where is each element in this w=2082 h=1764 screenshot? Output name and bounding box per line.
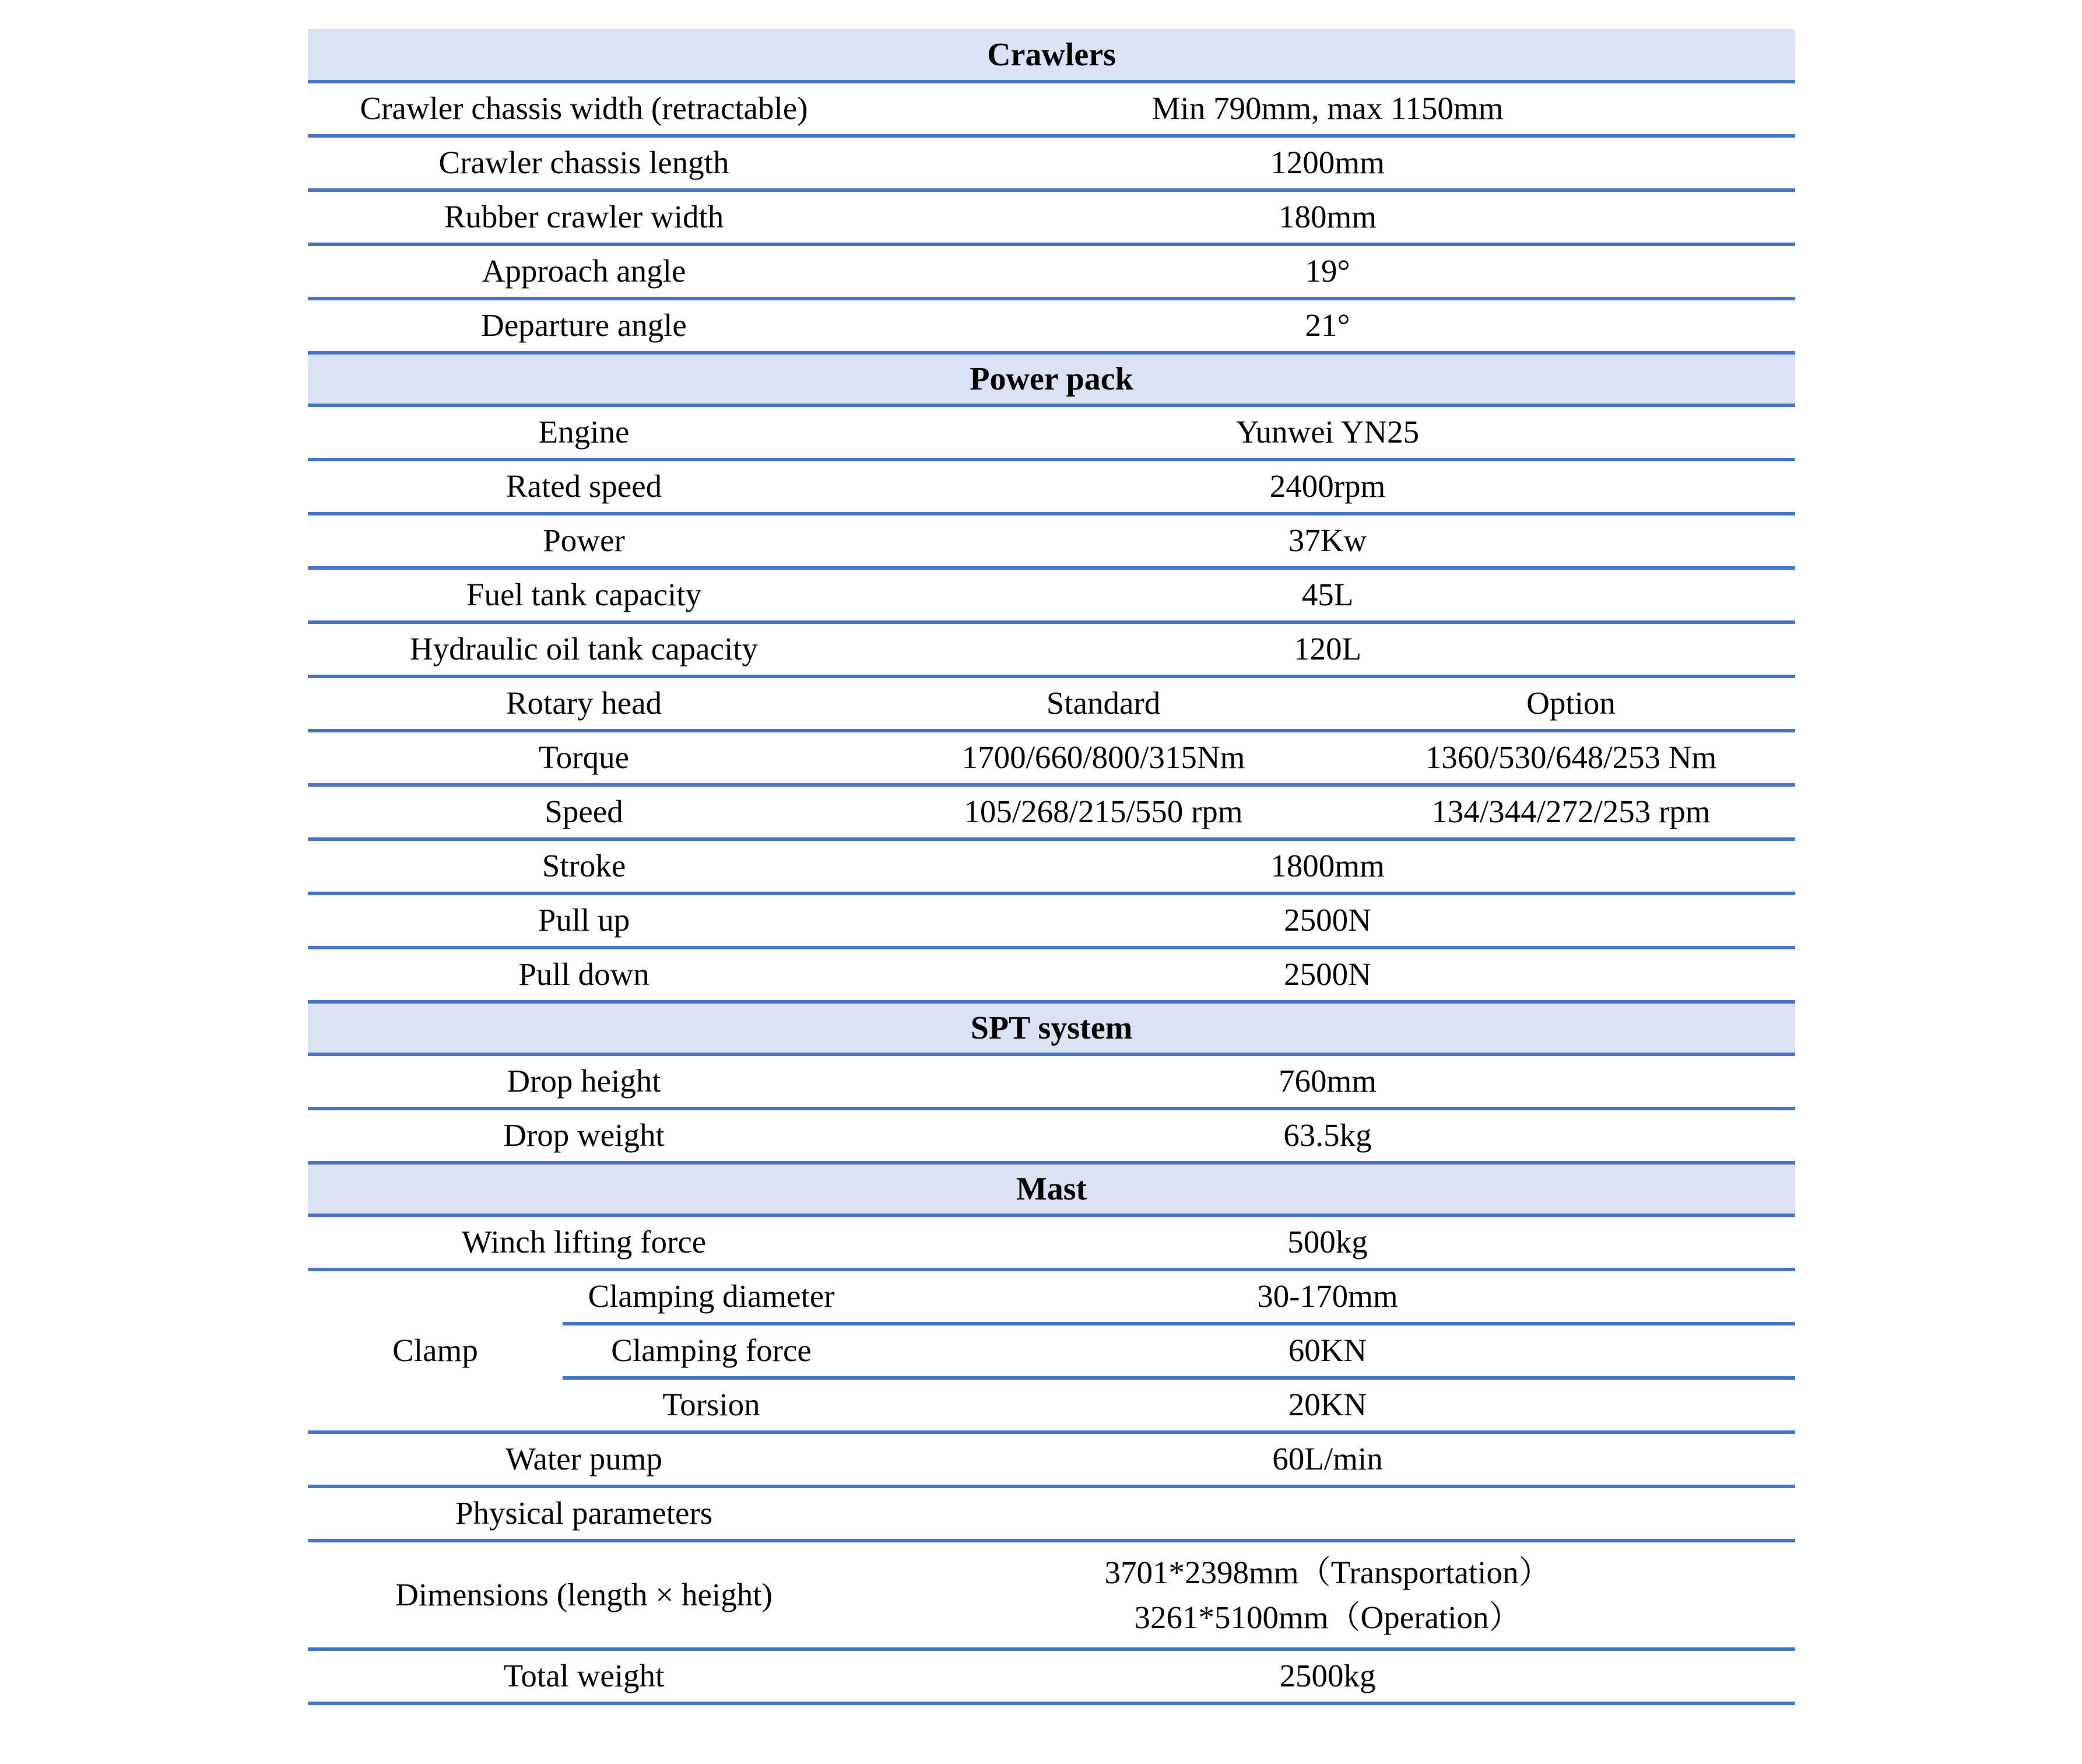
spec-value-standard: 1700/660/800/315Nm: [860, 731, 1347, 785]
spec-label: Fuel tank capacity: [308, 568, 860, 622]
spec-label: Water pump: [308, 1432, 860, 1486]
spec-label: Dimensions (length × height): [308, 1541, 860, 1649]
spec-label: Drop height: [308, 1054, 860, 1109]
table-row: [308, 190, 1795, 244]
dimensions-transportation: 3701*2398mm（Transportation）: [1104, 1555, 1551, 1590]
spec-label: Stroke: [308, 839, 860, 893]
spec-label: Rubber crawler width: [308, 190, 860, 244]
column-header-option: Option: [1347, 676, 1795, 731]
section-header-mast: [308, 1163, 1795, 1215]
dimensions-operation: 3261*5100mm（Operation）: [1134, 1600, 1521, 1635]
spec-label: Total weight: [308, 1649, 860, 1703]
spec-value: 60KN: [860, 1324, 1795, 1378]
section-title: Mast: [308, 1163, 1795, 1215]
section-title: Power pack: [308, 353, 1795, 405]
spec-value: 63.5kg: [860, 1109, 1795, 1163]
spec-value-option: 1360/530/648/253 Nm: [1347, 731, 1795, 785]
spec-label: Physical parameters: [308, 1486, 860, 1541]
spec-label: Winch lifting force: [308, 1215, 860, 1269]
spec-value-dimensions: [860, 1541, 1795, 1649]
spec-label: Pull up: [308, 893, 860, 948]
table-row: [308, 568, 1795, 622]
spec-label: Pull down: [308, 948, 860, 1002]
table-row: [308, 948, 1795, 1002]
spec-sublabel: Clamping force: [563, 1324, 860, 1378]
table-row: [308, 1432, 1795, 1486]
spec-label: Drop weight: [308, 1109, 860, 1163]
table-row: [308, 460, 1795, 514]
spec-value: Yunwei YN25: [860, 405, 1795, 460]
spec-value-standard: 105/268/215/550 rpm: [860, 785, 1347, 839]
spec-label: Rotary head: [308, 676, 860, 731]
spec-value: 60L/min: [860, 1432, 1795, 1486]
table-row: [308, 405, 1795, 460]
spec-value: 21°: [860, 299, 1795, 353]
spec-value: 37Kw: [860, 514, 1795, 568]
table-row: [308, 1109, 1795, 1163]
section-title: Crawlers: [308, 29, 1795, 82]
table-row-speed: [308, 785, 1795, 839]
spec-value: 45L: [860, 568, 1795, 622]
spec-label: Crawler chassis width (retractable): [308, 82, 860, 136]
spec-label: Speed: [308, 785, 860, 839]
section-header-power-pack: [308, 353, 1795, 405]
spec-value: 30-170mm: [860, 1269, 1795, 1324]
spec-value: 2500N: [860, 948, 1795, 1002]
section-title: SPT system: [308, 1002, 1795, 1054]
spec-value: 20KN: [860, 1378, 1795, 1432]
spec-sublabel: Torsion: [563, 1378, 860, 1432]
table-row: [308, 622, 1795, 676]
column-header-standard: Standard: [860, 676, 1347, 731]
table-row-torque: [308, 731, 1795, 785]
table-row: [308, 1215, 1795, 1269]
spec-value-empty: [860, 1486, 1795, 1541]
spec-label: Departure angle: [308, 299, 860, 353]
spec-label: Power: [308, 514, 860, 568]
spec-value: 2500N: [860, 893, 1795, 948]
spec-label: Hydraulic oil tank capacity: [308, 622, 860, 676]
table-row: [308, 136, 1795, 190]
table-row-clamp-diameter: [308, 1269, 1795, 1324]
table-row: [308, 1054, 1795, 1109]
spec-value-option: 134/344/272/253 rpm: [1347, 785, 1795, 839]
spec-label: Rated speed: [308, 460, 860, 514]
table-row: [308, 1649, 1795, 1703]
table-row-dimensions: [308, 1541, 1795, 1649]
spec-value: 760mm: [860, 1054, 1795, 1109]
spec-label: Approach angle: [308, 244, 860, 299]
spec-value: 2400rpm: [860, 460, 1795, 514]
table-row-physical-parameters: [308, 1486, 1795, 1541]
spec-value: 1800mm: [860, 839, 1795, 893]
section-header-spt-system: [308, 1002, 1795, 1054]
spec-value: 1200mm: [860, 136, 1795, 190]
table-row: [308, 244, 1795, 299]
spec-table: [308, 29, 1795, 1705]
table-row: [308, 299, 1795, 353]
spec-sublabel: Clamping diameter: [563, 1269, 860, 1324]
spec-value: Min 790mm, max 1150mm: [860, 82, 1795, 136]
table-row-rotary-head: [308, 676, 1795, 731]
spec-value: 19°: [860, 244, 1795, 299]
spec-label-clamp-group: Clamp: [308, 1269, 563, 1432]
table-row: [308, 82, 1795, 136]
spec-label: Crawler chassis length: [308, 136, 860, 190]
spec-value: 2500kg: [860, 1649, 1795, 1703]
spec-value: 120L: [860, 622, 1795, 676]
spec-label: Engine: [308, 405, 860, 460]
spec-value: 500kg: [860, 1215, 1795, 1269]
table-row: [308, 839, 1795, 893]
table-row: [308, 893, 1795, 948]
table-row: [308, 514, 1795, 568]
spec-value: 180mm: [860, 190, 1795, 244]
section-header-crawlers: [308, 29, 1795, 82]
spec-label: Torque: [308, 731, 860, 785]
